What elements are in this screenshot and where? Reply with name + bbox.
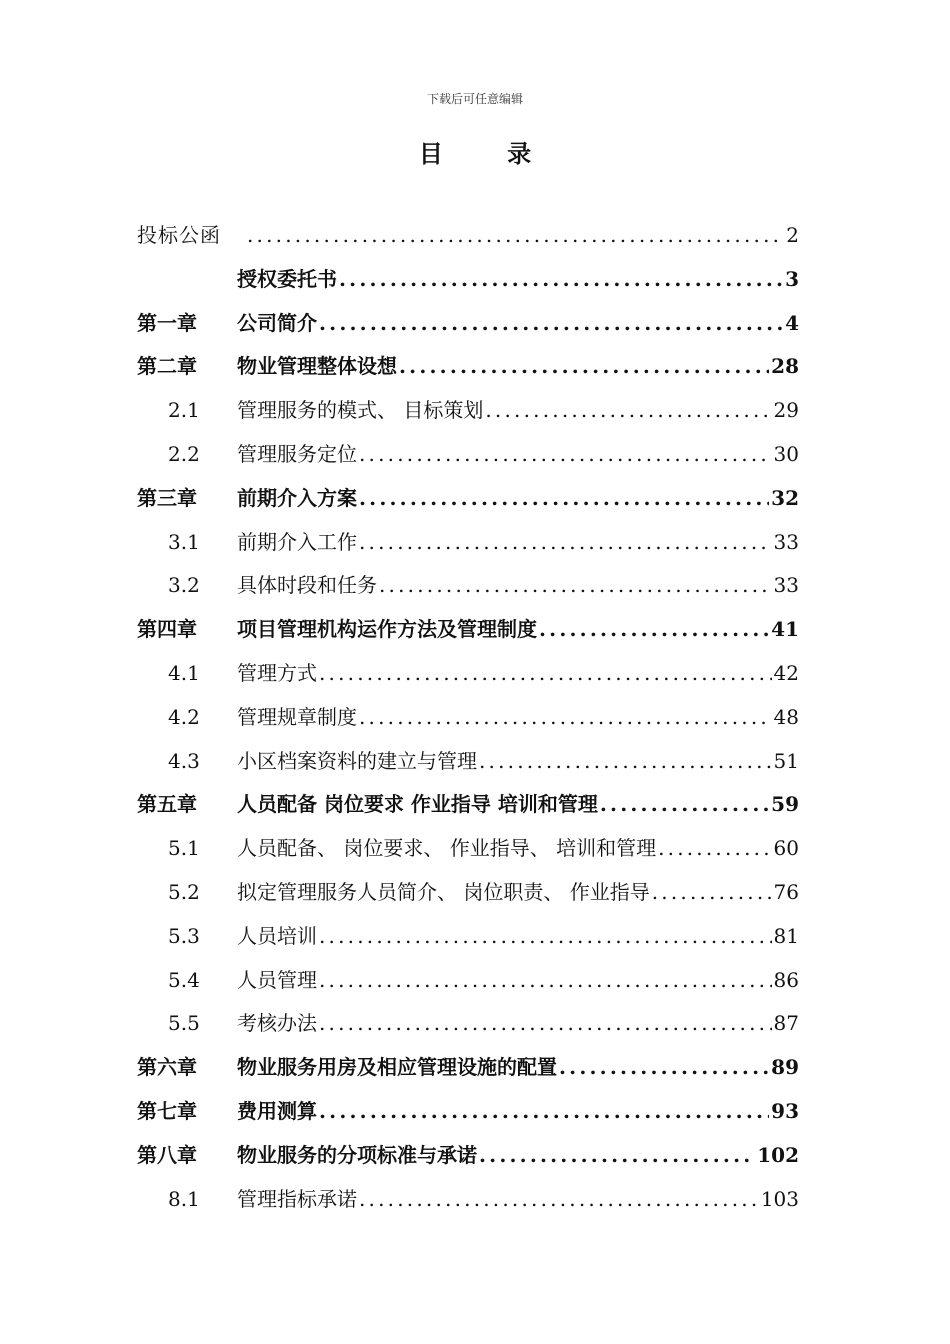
dot-leader <box>359 433 772 477</box>
toc-entry-number: 第七章 <box>137 1098 197 1123</box>
toc-entry[interactable] <box>137 258 799 302</box>
toc-entry-number: 8.1 <box>168 1186 200 1211</box>
toc-entry[interactable] <box>137 696 799 740</box>
toc-entry[interactable] <box>137 521 799 565</box>
toc-entry-number: 5.4 <box>168 967 200 992</box>
header-note: 下载后可任意编辑 <box>426 92 523 106</box>
toc-entry-page: 29 <box>773 398 799 423</box>
dot-leader <box>319 302 783 346</box>
dot-leader <box>319 652 772 696</box>
toc-entry[interactable] <box>137 389 799 433</box>
toc-entry-page: 2 <box>786 223 799 247</box>
toc-entry-page: 86 <box>773 967 799 992</box>
toc-entry-number: 第二章 <box>137 354 197 379</box>
dot-leader <box>379 564 772 608</box>
dot-leader <box>399 345 769 389</box>
toc-entry-number: 第四章 <box>137 617 197 642</box>
toc-entry-number: 4.3 <box>168 748 200 773</box>
toc-entry-label: 项目管理机构运作方法及管理制度 <box>237 617 537 642</box>
toc-entry[interactable] <box>137 608 799 652</box>
toc-entry-page: 33 <box>773 529 799 554</box>
toc-entry[interactable] <box>137 652 799 696</box>
toc-entry[interactable] <box>137 1090 799 1134</box>
table-of-contents <box>137 214 799 1221</box>
toc-entry-number: 5.1 <box>168 836 200 861</box>
dot-leader <box>339 258 783 302</box>
toc-entry[interactable] <box>137 827 799 871</box>
toc-entry[interactable] <box>137 915 799 959</box>
toc-entry-number: 5.3 <box>168 923 200 948</box>
toc-entry[interactable] <box>137 1002 799 1046</box>
toc-entry[interactable] <box>137 783 799 827</box>
toc-entry-label: 前期介入工作 <box>237 529 357 554</box>
dot-leader <box>485 389 771 433</box>
toc-entry[interactable] <box>137 302 799 346</box>
toc-entry-number: 5.2 <box>168 879 200 904</box>
toc-entry-number: 2.1 <box>168 398 200 423</box>
dot-leader <box>539 608 769 652</box>
toc-entry[interactable] <box>137 740 799 784</box>
dot-leader <box>359 477 769 521</box>
dot-leader <box>479 740 772 784</box>
dot-leader <box>359 696 772 740</box>
toc-entry-label: 管理服务的模式、 目标策划 <box>237 398 484 423</box>
toc-entry-label: 物业管理整体设想 <box>237 354 397 379</box>
toc-entry-label: 授权委托书 <box>237 266 337 291</box>
toc-entry-label: 小区档案资料的建立与管理 <box>237 748 477 773</box>
toc-entry-label: 投标公函 <box>137 223 221 247</box>
toc-entry[interactable] <box>137 477 799 521</box>
toc-entry-page: 60 <box>773 836 799 861</box>
toc-entry-label: 前期介入方案 <box>237 485 357 510</box>
toc-entry-page: 103 <box>760 1186 799 1211</box>
toc-entry-page: 87 <box>773 1011 799 1036</box>
toc-entry-label: 物业服务用房及相应管理设施的配置 <box>237 1055 557 1080</box>
dot-leader <box>652 871 772 915</box>
toc-entry[interactable] <box>137 214 799 258</box>
toc-entry-page: 41 <box>771 617 799 642</box>
toc-entry-number: 第八章 <box>137 1142 197 1167</box>
toc-entry[interactable] <box>137 345 799 389</box>
toc-entry-label: 公司简介 <box>237 310 317 335</box>
toc-entry[interactable] <box>137 871 799 915</box>
dot-leader <box>559 1046 769 1090</box>
toc-entry-label: 人员管理 <box>237 967 317 992</box>
toc-entry[interactable] <box>137 959 799 1003</box>
toc-entry-number: 4.2 <box>168 704 200 729</box>
toc-title: 目 录 <box>418 139 560 168</box>
toc-entry-label: 管理指标承诺 <box>237 1186 357 1211</box>
dot-leader <box>479 1134 755 1178</box>
toc-entry-page: 28 <box>771 354 799 379</box>
toc-entry-label: 拟定管理服务人员简介、 岗位职责、 作业指导 <box>237 879 650 904</box>
dot-leader <box>247 214 784 258</box>
toc-entry-number: 3.2 <box>168 573 200 598</box>
toc-entry-label: 费用测算 <box>237 1098 317 1123</box>
toc-entry[interactable] <box>137 1046 799 1090</box>
toc-entry-page: 32 <box>771 485 799 510</box>
toc-entry-label: 管理方式 <box>237 660 317 685</box>
toc-entry[interactable] <box>137 564 799 608</box>
toc-entry[interactable] <box>137 433 799 477</box>
dot-leader <box>359 1178 759 1222</box>
toc-entry-number: 4.1 <box>168 660 200 685</box>
toc-entry-number: 第一章 <box>137 310 197 335</box>
toc-entry-label: 人员配备、 岗位要求、 作业指导、 培训和管理 <box>237 836 657 861</box>
toc-entry[interactable] <box>137 1178 799 1222</box>
toc-entry-page: 42 <box>773 660 799 685</box>
toc-entry-page: 33 <box>773 573 799 598</box>
dot-leader <box>319 959 772 1003</box>
toc-entry-page: 51 <box>773 748 799 773</box>
toc-entry[interactable] <box>137 1134 799 1178</box>
toc-entry-number: 第五章 <box>137 792 197 817</box>
toc-entry-page: 102 <box>757 1142 799 1167</box>
toc-entry-label: 物业服务的分项标准与承诺 <box>237 1142 477 1167</box>
toc-entry-page: 93 <box>771 1098 799 1123</box>
toc-entry-number: 5.5 <box>168 1011 200 1036</box>
toc-entry-number: 第三章 <box>137 485 197 510</box>
toc-entry-number: 第六章 <box>137 1055 197 1080</box>
toc-entry-label: 具体时段和任务 <box>237 573 377 598</box>
toc-entry-page: 3 <box>785 266 799 291</box>
dot-leader <box>319 1090 769 1134</box>
toc-entry-page: 76 <box>773 879 799 904</box>
dot-leader <box>600 783 769 827</box>
toc-entry-label: 管理规章制度 <box>237 704 357 729</box>
dot-leader <box>359 521 772 565</box>
toc-entry-page: 89 <box>771 1055 799 1080</box>
toc-entry-label: 人员配备 岗位要求 作业指导 培训和管理 <box>237 792 598 817</box>
toc-entry-label: 考核办法 <box>237 1011 317 1036</box>
toc-entry-number: 3.1 <box>168 529 200 554</box>
toc-entry-page: 4 <box>785 310 799 335</box>
toc-entry-page: 30 <box>773 441 799 466</box>
dot-leader <box>319 915 772 959</box>
toc-entry-label: 人员培训 <box>237 923 317 948</box>
dot-leader <box>319 1002 772 1046</box>
toc-entry-label: 管理服务定位 <box>237 441 357 466</box>
toc-entry-page: 48 <box>773 704 799 729</box>
toc-entry-number: 2.2 <box>168 441 200 466</box>
toc-entry-page: 59 <box>771 792 799 817</box>
toc-entry-page: 81 <box>773 923 799 948</box>
dot-leader <box>658 827 771 871</box>
